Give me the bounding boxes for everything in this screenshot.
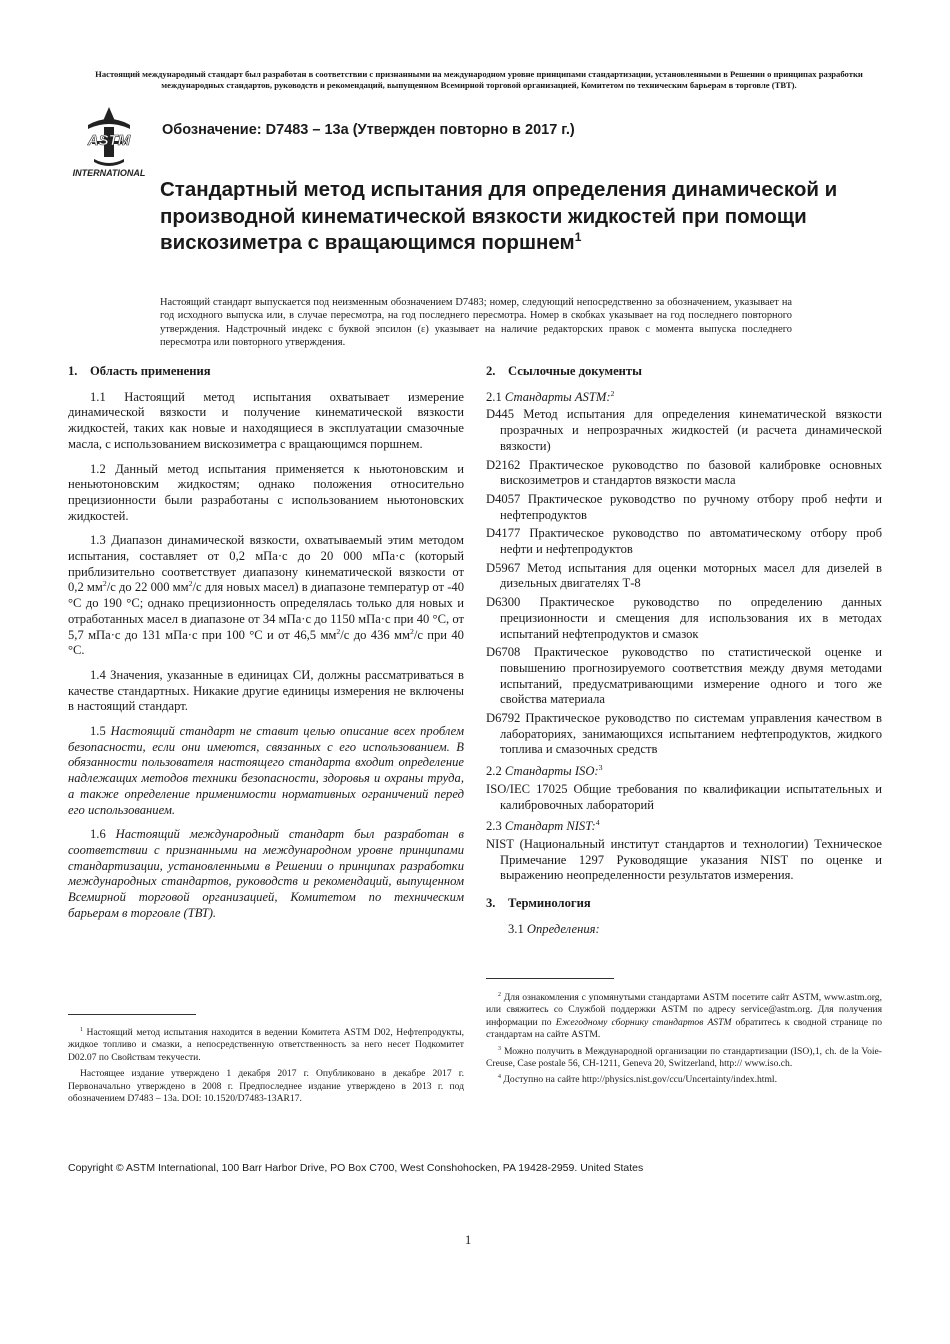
footnote-2: [486, 992, 882, 1042]
reference-d6708: D6708 Практическое руководство по статистической оценке и повышению прогнозируемого соответствия между двумя методами испытаний, предусматривающими измерение одного и того же свойства материала: [486, 645, 882, 707]
footnote-2-text-a: Для ознакомления с упомянутыми стандартами ASTM посетите сайт ASTM, www.astm.org, или свяжитесь со Службой поддержки ASTM по адресу service@astm.org. Для получения информации по: [486, 992, 882, 1028]
section-1-heading: [68, 364, 464, 380]
footnote-1: [68, 1027, 464, 1064]
reference-d5967: D5967 Метод испытания для оценки моторных масел для дизелей в дизельных двигателях Т-8: [486, 560, 882, 591]
p13-part-a: 1.3 Диапазон динамической вязкости, охватываемый этим методом испытания, составляет от 0,2 мПа·с до 20 000 мПа·с (который приблизительно соответствует диапазону кинематической вязкости от 0,2 мм: [68, 533, 464, 595]
sub-2-3-footnote-mark: 4: [595, 818, 600, 828]
copyright-line: Copyright © ASTM International, 100 Barr Harbor Drive, PO Box C700, West Conshohocken, PA 19428-2959. United States: [68, 1162, 644, 1174]
subsection-2-2: [486, 764, 882, 780]
reference-d2162: D2162 Практическое руководство по базовой калибровке основных вискозиметров и стандартов вязкости масла: [486, 457, 882, 488]
footnote-3-text: Можно получить в Международной организации по стандартизации (ISO),1, ch. de la Voie-Creuse, Case postale 56, CH-1211, Geneva 20, Switzerland, http:// www.iso.ch.: [486, 1045, 882, 1070]
footnotes-left: [68, 1027, 464, 1109]
sub-2-1-footnote-mark: 2: [610, 388, 615, 398]
astm-logo-icon: [64, 103, 154, 179]
footnote-3-mark: 3: [498, 1045, 501, 1052]
sub-2-1-number: 2.1: [486, 389, 502, 404]
footnote-2-italic: Ежегодному сборнику стандартов ASTM: [555, 1016, 732, 1028]
sub-3-1-number: 3.1: [508, 921, 524, 936]
footnote-divider-right: [486, 978, 614, 979]
header-notice: Настоящий международный стандарт был разработан в соответствии с признанными на международном уровне принципами стандартизации, установленными в Решении о принципах разработки международных стандартов, руководств и рекомендаций, выпущенном Всемирной торговой организацией, Комитетом по техническим барьерам в торговле (ТВТ).: [95, 69, 863, 91]
superscript-2: 2: [409, 626, 414, 636]
sub-2-3-title: Стандарт NIST:: [504, 819, 596, 834]
title-text: Стандартный метод испытания для определения динамической и производной кинематической вязкости жидкостей при помощи вискозиметра с вращающимся поршнем: [160, 178, 838, 254]
footnote-1-mark: 1: [80, 1026, 83, 1033]
section-3-title: Терминология: [508, 896, 591, 911]
sub-2-2-title: Стандарты ISO:: [504, 764, 599, 779]
logo-text: ASTM: [87, 132, 131, 149]
reference-d6300: D6300 Практическое руководство по определению данных прецизионности и смещения для использования их в методах испытаний нефтепродуктов и смазок: [486, 595, 882, 641]
reference-nist: NIST (Национальный институт стандартов и технологии) Техническое Примечание 1297 Руководящие указания NIST по оценке и выражению неопределенности результатов измерения.: [486, 836, 882, 883]
designation: Обозначение: D7483 – 13a (Утвержден повторно в 2017 г.): [162, 122, 575, 138]
section-1-title: Область применения: [90, 364, 211, 378]
superscript-2: 2: [102, 579, 107, 589]
superscript-2: 2: [336, 626, 341, 636]
paragraph-1-5: [68, 724, 464, 818]
reference-d4177: D4177 Практическое руководство по автоматическому отбору проб нефти и нефтепродуктов: [486, 526, 882, 557]
sub-2-2-number: 2.2: [486, 764, 502, 779]
footnote-4: [486, 1074, 882, 1086]
edition-note: Настоящее издание утверждено 1 декабря 2017 г. Опубликовано в декабре 2017 г. Первоначально утверждено в 2008 г. Предпоследнее издание утверждено в 2013 г. под обозначением D7483 – 13a. DOI: 10.1520/D7483-13AR17.: [68, 1068, 464, 1105]
section-1-number: 1.: [68, 364, 78, 378]
sub-2-1-title: Стандарты ASTM:: [504, 389, 611, 404]
p16-text: Настоящий международный стандарт был разработан в соответствии с признанными на международном уровне принципами стандартизации, установленными в Решении о принципах разработки международных стандартов, руководств и рекомендаций, выпущенном Всемирной торговой организацией, Комитетом по техническим барьерам в торговле (ТВТ).: [68, 827, 464, 920]
section-3-heading: [486, 896, 882, 912]
p13-part-b: /с до 22 000 мм: [106, 580, 189, 595]
footnote-4-mark: 4: [498, 1074, 501, 1081]
footnote-divider-left: [68, 1014, 196, 1015]
footnotes-right: [486, 992, 882, 1091]
p13-part-e: /с при 40 °C.: [68, 627, 464, 658]
reference-d6792: D6792 Практическое руководство по системам управления качеством в лабораториях, занимающихся испытанием нефтепродуктов, жидкого топлива и смазочных средств: [486, 711, 882, 757]
sub-2-3-number: 2.3: [486, 819, 502, 834]
superscript-2: 2: [188, 579, 193, 589]
paragraph-1-3: [68, 533, 464, 659]
paragraph-1-2: 1.2 Данный метод испытания применяется к ньютоновским и неньютоновским жидкостям; однако положения относительно прецизионности были разработаны с использованием ньютоновских жидкостей.: [68, 461, 464, 523]
paragraph-1-1: 1.1 Настоящий метод испытания охватывает измерение динамической вязкости и получение кинематической вязкости жидкостей, таких как новые и находящиеся в эксплуатации смазочные масла, с использованием вискозиметра с вращающимся поршнем.: [68, 389, 464, 451]
p15-text: Настоящий стандарт не ставит целью описание всех проблем безопасности, если они имеются, связанных с его использованием. В обязанности пользователя настоящего стандарта входит определение надлежащих методов техники безопасности, здоровья и охраны труда, а также определение применимости нормативных ограничений перед его использованием.: [68, 724, 464, 817]
p16-number: 1.6: [90, 827, 106, 842]
page-number: 1: [465, 1233, 472, 1247]
subsection-3-1: [486, 922, 882, 938]
logo-subtext: INTERNATIONAL: [72, 168, 146, 178]
sub-3-1-title: Определения:: [526, 921, 600, 936]
reference-d445: D445 Метод испытания для определения кинематической вязкости прозрачных и непрозрачных жидкостей (и расчета динамической вязкости): [486, 407, 882, 453]
right-column: [486, 362, 882, 947]
section-2-heading: [486, 364, 882, 380]
p15-number: 1.5: [90, 724, 106, 739]
astm-logo: [64, 103, 154, 179]
p13-part-d: /с до 436 мм: [340, 627, 410, 642]
footnote-3: [486, 1046, 882, 1071]
section-2-title: Ссылочные документы: [508, 364, 642, 378]
section-3-number: 3.: [486, 896, 496, 911]
reference-d4057: D4057 Практическое руководство по ручному отбору проб нефти и нефтепродуктов: [486, 491, 882, 522]
document-title: [160, 177, 860, 257]
footnote-2-mark: 2: [498, 991, 501, 998]
sub-2-2-footnote-mark: 3: [598, 762, 603, 772]
p13-part-c: /с для новых масел) в диапазоне температур от -40 °C до 190 °C; однако прецизионность определялась только для новых и отработанных масел в диапазоне от 34 мПа·с до 1150 мПа·с при 40 °C, от 5,7 мПа·с до 131 мПа·с при 100 °C и от 46,5 мм: [68, 580, 465, 642]
subsection-2-1: [486, 390, 882, 406]
left-column: [68, 362, 464, 931]
subsection-2-3: [486, 819, 882, 835]
reference-iso-17025: ISO/IEC 17025 Общие требования по квалификации испытательных и калибровочных лабораторий: [486, 781, 882, 812]
paragraph-1-6: [68, 827, 464, 921]
title-footnote-mark: 1: [574, 230, 582, 245]
paragraph-1-4: 1.4 Значения, указанные в единицах СИ, должны рассматриваться в качестве стандартных. Никакие другие единицы измерения не включены в настоящий стандарт.: [68, 667, 464, 714]
footnote-4-text: Доступно на сайте http://physics.nist.gov/ccu/Uncertainty/index.html.: [503, 1074, 777, 1086]
section-2-number: 2.: [486, 364, 496, 378]
footnote-2-text-b: обратитесь к сводной странице по стандартам на сайте ASTM.: [486, 1016, 882, 1041]
intro-paragraph: Настоящий стандарт выпускается под неизменным обозначением D7483; номер, следующий непосредственно за обозначением, указывает на год исходного выпуска или, в случае пересмотра, на год последнего пересмотра. Номер в скобках указывает на год последнего повторного утверждения. Надстрочный индекс с буквой эпсилон (ε) указывает на наличие редакторских правок с момента выпуска последнего пересмотра или повторного утверждения.: [160, 297, 792, 349]
footnote-1-text: Настоящий метод испытания находится в ведении Комитета ASTM D02, Нефтепродукты, жидкое топливо и смазки, а непосредственную ответственность за него несет Подкомитет D02.07 по Свойствам текучести.: [68, 1027, 464, 1063]
